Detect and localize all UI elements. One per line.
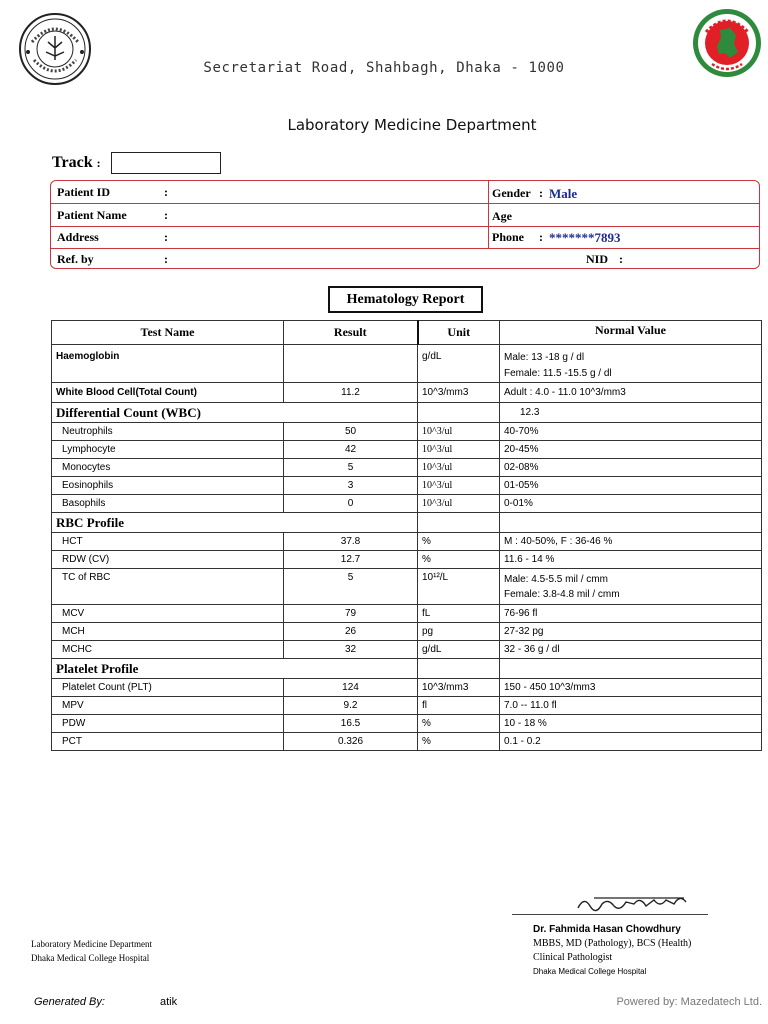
test-name: Monocytes bbox=[52, 459, 284, 477]
unit-value: % bbox=[418, 551, 500, 569]
test-name: MPV bbox=[52, 697, 284, 715]
normal-value: 20-45% bbox=[500, 441, 762, 459]
result-value: 0 bbox=[284, 495, 418, 513]
header-normal-value: Normal Value bbox=[500, 321, 762, 345]
result-value: 0.326 bbox=[284, 733, 418, 751]
signature-line bbox=[512, 914, 708, 915]
unit-value: % bbox=[418, 715, 500, 733]
unit-value: % bbox=[418, 733, 500, 751]
test-name: Platelet Count (PLT) bbox=[52, 679, 284, 697]
result-value: 5 bbox=[284, 459, 418, 477]
result-value: 5 bbox=[284, 569, 418, 605]
table-row bbox=[52, 423, 762, 441]
section-row bbox=[52, 659, 762, 679]
table-row bbox=[52, 697, 762, 715]
test-name: White Blood Cell(Total Count) bbox=[52, 383, 284, 403]
test-name: RDW (CV) bbox=[52, 551, 284, 569]
footer-department: Laboratory Medicine Department bbox=[31, 939, 152, 949]
normal-value: 150 - 450 10^3/mm3 bbox=[500, 679, 762, 697]
test-name: Neutrophils bbox=[52, 423, 284, 441]
unit-value: 10^3/mm3 bbox=[418, 679, 500, 697]
hematology-results-table bbox=[51, 320, 762, 751]
footer-hospital: Dhaka Medical College Hospital bbox=[31, 953, 150, 963]
unit-value: 10^3/ul bbox=[418, 477, 500, 495]
normal-value: Male: 13 -18 g / dl Female: 11.5 -15.5 g / dl bbox=[500, 345, 762, 383]
unit-value: pg bbox=[418, 623, 500, 641]
test-name: Lymphocyte bbox=[52, 441, 284, 459]
normal-value: 76-96 fl bbox=[500, 605, 762, 623]
test-name: Eosinophils bbox=[52, 477, 284, 495]
table-row bbox=[52, 495, 762, 513]
patient-info-box: Patient ID : Patient Name : Address : Ref. by : Gender : Male Age Phone : *******7893 NID : bbox=[50, 180, 760, 269]
section-label: Platelet Profile bbox=[56, 660, 139, 676]
track-label: Track : bbox=[52, 154, 101, 171]
ref-by-label: Ref. by bbox=[57, 252, 94, 266]
table-row bbox=[52, 569, 762, 605]
result-value: 12.7 bbox=[284, 551, 418, 569]
table-row bbox=[52, 679, 762, 697]
table-row bbox=[52, 733, 762, 751]
table-header-row bbox=[52, 321, 762, 345]
unit-value: 10^3/ul bbox=[418, 495, 500, 513]
test-name: MCHC bbox=[52, 641, 284, 659]
normal-value: 7.0 -- 11.0 fl bbox=[500, 697, 762, 715]
unit-value: g/dL bbox=[418, 641, 500, 659]
unit-value: % bbox=[418, 533, 500, 551]
table-row bbox=[52, 441, 762, 459]
report-title: Hematology Report bbox=[328, 286, 483, 313]
result-value: 32 bbox=[284, 641, 418, 659]
table-row bbox=[52, 605, 762, 623]
phone-value: *******7893 bbox=[549, 230, 621, 245]
table-row bbox=[52, 551, 762, 569]
normal-value: Male: 4.5-5.5 mil / cmm Female: 3.8-4.8 mil / cmm bbox=[500, 569, 762, 605]
result-value: 37.8 bbox=[284, 533, 418, 551]
table-row bbox=[52, 345, 762, 383]
test-name: PCT bbox=[52, 733, 284, 751]
test-name: MCV bbox=[52, 605, 284, 623]
differential-total: 12.3 bbox=[500, 403, 762, 423]
unit-value: fL bbox=[418, 605, 500, 623]
unit-value: 10^3/ul bbox=[418, 459, 500, 477]
normal-value: 01-05% bbox=[500, 477, 762, 495]
normal-value: 40-70% bbox=[500, 423, 762, 441]
normal-value: 10 - 18 % bbox=[500, 715, 762, 733]
phone-label: Phone bbox=[492, 230, 525, 244]
unit-value: 10^3/mm3 bbox=[418, 383, 500, 403]
table-row bbox=[52, 715, 762, 733]
header-test-name: Test Name bbox=[52, 321, 284, 345]
normal-value: Adult : 4.0 - 11.0 10^3/mm3 bbox=[500, 383, 762, 403]
normal-value: 32 - 36 g / dl bbox=[500, 641, 762, 659]
doctor-hospital: Dhaka Medical College Hospital bbox=[533, 967, 647, 976]
header-result: Result bbox=[284, 321, 418, 345]
unit-value: 10^3/ul bbox=[418, 423, 500, 441]
unit-value: g/dL bbox=[418, 345, 500, 383]
result-value: 50 bbox=[284, 423, 418, 441]
patient-id-label: Patient ID bbox=[57, 185, 110, 199]
normal-value: 27-32 pg bbox=[500, 623, 762, 641]
section-row bbox=[52, 403, 762, 423]
table-row bbox=[52, 623, 762, 641]
normal-value: M : 40-50%, F : 36-46 % bbox=[500, 533, 762, 551]
handwritten-signature-icon bbox=[574, 892, 694, 916]
unit-value: 10^3/ul bbox=[418, 441, 500, 459]
table-row bbox=[52, 383, 762, 403]
result-value: 11.2 bbox=[284, 383, 418, 403]
normal-value: 02-08% bbox=[500, 459, 762, 477]
patient-name-label: Patient Name bbox=[57, 208, 127, 222]
department-title: Laboratory Medicine Department bbox=[287, 116, 537, 134]
section-label: Differential Count (WBC) bbox=[56, 404, 201, 420]
age-label: Age bbox=[492, 209, 512, 223]
result-value: 42 bbox=[284, 441, 418, 459]
address-label: Address bbox=[57, 230, 99, 244]
result-value: 79 bbox=[284, 605, 418, 623]
table-row bbox=[52, 459, 762, 477]
doctor-degrees: MBBS, MD (Pathology), BCS (Health) bbox=[533, 938, 692, 949]
result-value: 9.2 bbox=[284, 697, 418, 715]
table-row bbox=[52, 641, 762, 659]
generated-by-value: atik bbox=[160, 996, 178, 1008]
table-row bbox=[52, 533, 762, 551]
gender-label: Gender bbox=[492, 186, 531, 200]
table-row bbox=[52, 477, 762, 495]
generated-by-label: Generated By: bbox=[34, 996, 105, 1008]
result-value: 26 bbox=[284, 623, 418, 641]
test-name: Haemoglobin bbox=[52, 345, 284, 383]
unit-value: 10¹²/L bbox=[418, 569, 500, 605]
normal-value: 11.6 - 14 % bbox=[500, 551, 762, 569]
normal-value: 0.1 - 0.2 bbox=[500, 733, 762, 751]
test-name: PDW bbox=[52, 715, 284, 733]
doctor-role: Clinical Pathologist bbox=[533, 952, 613, 963]
result-value: 16.5 bbox=[284, 715, 418, 733]
unit-value: fl bbox=[418, 697, 500, 715]
result-value: 124 bbox=[284, 679, 418, 697]
hospital-address: Secretariat Road, Shahbagh, Dhaka - 1000 bbox=[203, 60, 565, 76]
result-value: 3 bbox=[284, 477, 418, 495]
header-unit: Unit bbox=[418, 321, 500, 345]
result-value bbox=[284, 345, 418, 383]
section-label: RBC Profile bbox=[56, 514, 124, 530]
doctor-name: Dr. Fahmida Hasan Chowdhury bbox=[533, 924, 681, 935]
powered-by: Powered by: Mazedatech Ltd. bbox=[616, 996, 762, 1008]
track-field[interactable] bbox=[111, 152, 221, 174]
section-row bbox=[52, 513, 762, 533]
test-name: MCH bbox=[52, 623, 284, 641]
test-name: TC of RBC bbox=[52, 569, 284, 605]
test-name: HCT bbox=[52, 533, 284, 551]
test-name: Basophils bbox=[52, 495, 284, 513]
normal-value: 0-01% bbox=[500, 495, 762, 513]
gender-value: Male bbox=[549, 186, 578, 201]
nid-label: NID bbox=[586, 252, 609, 266]
